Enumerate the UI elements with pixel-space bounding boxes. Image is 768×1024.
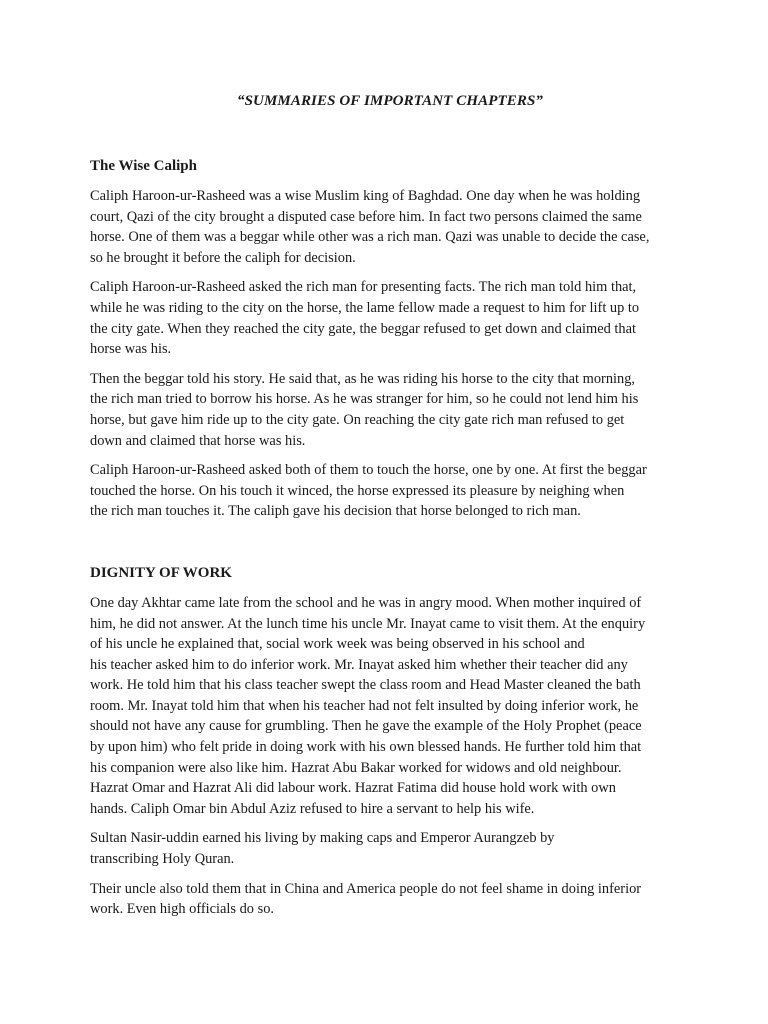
paragraph: Their uncle also told them that in China and America people do not feel shame in doing inferior work. Even high officials do so. [90, 880, 642, 918]
paragraph: Sultan Nasir-uddin earned his living by making caps and Emperor Aurangzeb by transcribing Holy Quran. [90, 830, 555, 868]
section-dignity-of-work [90, 563, 690, 920]
document-title: “SUMMARIES OF IMPORTANT CHAPTERS” [236, 93, 544, 109]
section-heading: The Wise Caliph [90, 158, 197, 174]
paragraph: Caliph Haroon-ur-Rasheed asked both of them to touch the horse, one by one. At first the beggar touched the horse. On his touch it winced, the horse expressed its pleasure by neighing when the rich man touches it. The caliph gave his decision that horse belonged to rich man. [90, 462, 647, 520]
paragraph: Caliph Haroon-ur-Rasheed asked the rich man for presenting facts. The rich man told him that, while he was riding to the city on the horse, the lame fellow made a request to him for lift up to the city gate. When they reached the city gate, the beggar refused to get down and claimed that horse was his. [90, 279, 640, 358]
paragraph: One day Akhtar came late from the school and he was in angry mood. When mother inquired of him, he did not answer. At the lunch time his uncle Mr. Inayat came to visit them. At the enquiry of his uncle he explained that, social work week was being observed in his school and his teacher asked him to do inferior work. Mr. Inayat asked him whether their teacher did any work. He told him that his class teacher swept the class room and Head Master cleaned the bath room. Mr. Inayat told him that when his teacher had not felt insulted by doing inferior work, he should not have any cause for grumbling. Then he gave the example of the Holy Prophet (peace by upon him) who felt pride in doing work with his own blessed hands. He further told him that his companion were also like him. Hazrat Abu Bakar worked for widows and old neighbour. Hazrat Omar and Hazrat Ali did labour work. Hazrat Fatima did house hold work with own hands. Caliph Omar bin Abdul Aziz refused to hire a servant to help his wife. [90, 594, 646, 817]
document-page [90, 88, 690, 920]
section-wise-caliph [90, 156, 690, 522]
section-heading: DIGNITY OF WORK [90, 564, 232, 581]
paragraph: Caliph Haroon-ur-Rasheed was a wise Muslim king of Baghdad. One day when he was holding court, Qazi of the city brought a disputed case before him. In fact two persons claimed the same horse. One of them was a beggar while other was a rich man. Qazi was unable to decide the case, so he brought it before the caliph for decision. [90, 188, 650, 266]
paragraph: Then the beggar told his story. He said that, as he was riding his horse to the city that morning, the rich man tried to borrow his horse. As he was stranger for him, so he could not lend him his horse, but gave him ride up to the city gate. On reaching the city gate rich man refused to get down and claimed that horse was his. [90, 370, 639, 449]
